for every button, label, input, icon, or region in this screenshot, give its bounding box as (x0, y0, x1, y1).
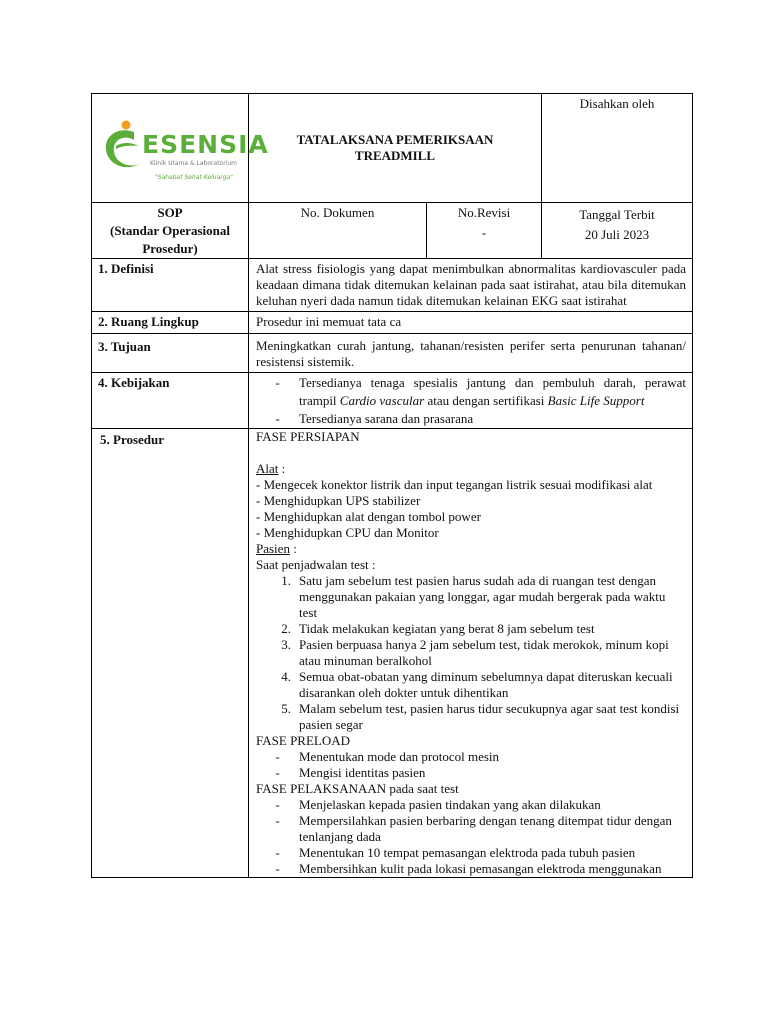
pelaksanaan-item (256, 845, 686, 861)
sop-line-2: (Standar Operasional (109, 223, 231, 238)
sop-label-cell (92, 203, 249, 259)
alat-item: - Mengecek konektor listrik dan input tegangan listrik sesuai modifikasi alat (256, 477, 653, 492)
alat-heading: Alat : (256, 461, 286, 476)
dash-marker: - (275, 845, 280, 860)
section-label-ruang-lingkup: 2. Ruang Lingkup (92, 312, 249, 334)
pelaksanaan-item (256, 813, 686, 845)
doc-number-label: No. Dokumen (300, 205, 375, 220)
dash-marker: - (275, 861, 280, 876)
item-number: 2. (281, 621, 291, 636)
sop-line-1: SOP (157, 205, 183, 220)
numbered-item (256, 573, 686, 621)
section-label-tujuan: 3. Tujuan (92, 334, 249, 373)
logo-tagline: "Sahabat Sehat Keluarga" (155, 174, 233, 181)
section-label-prosedur: 5. Prosedur (92, 429, 249, 878)
pelaksanaan-item (256, 861, 686, 877)
item-text: Malam sebelum test, pasien harus tidur secukupnya agar saat test kondisi pasien segar (299, 701, 680, 732)
kebijakan-italic: Basic Life Support (547, 393, 645, 408)
issue-date-cell (542, 203, 693, 259)
item-number: 3. (281, 637, 291, 652)
revision-value: - (481, 225, 487, 240)
dash-marker: - (275, 765, 280, 780)
section-content-prosedur (249, 429, 693, 878)
sop-document (91, 93, 692, 878)
title-line-1: TATALAKSANA PEMERIKSAAN (296, 132, 494, 147)
fase-pelaksanaan-heading: FASE PELAKSANAAN pada saat test (256, 781, 459, 796)
dash-marker: - (275, 411, 280, 426)
item-text: Mempersilahkan pasien berbaring dengan tenang ditempat tidur dengan tenlanjang dada (299, 813, 672, 844)
item-text: Tidak melakukan kegiatan yang berat 8 jam sebelum test (299, 621, 595, 636)
preload-list (256, 749, 686, 781)
alat-item: - Menghidupkan alat dengan tombol power (256, 509, 481, 524)
kebijakan-italic: Cardio vascular (339, 393, 425, 408)
logo-subtitle: Klinik Utama & Laboratorium (150, 160, 238, 167)
dash-marker: - (275, 813, 280, 828)
logo-mark-icon (100, 118, 146, 174)
dash-marker: - (275, 749, 280, 764)
item-text: Menentukan 10 tempat pemasangan elektroda pada tubuh pasien (299, 845, 636, 860)
alat-item: - Menghidupkan UPS stabilizer (256, 493, 421, 508)
sop-table (91, 93, 693, 878)
item-text: Satu jam sebelum test pasien harus sudah ada di ruangan test dengan menggunakan pakaian yang longgar, agar mudah bergerak pada waktu test (299, 573, 666, 620)
pelaksanaan-item (256, 797, 686, 813)
section-content-definisi: Alat stress fisiologis yang dapat menimbulkan abnormalitas kardiovasculer pada keadaan dimana tidak ditemukan kelainan pada saat istirahat, atau bila ditemukan keluhan nyeri dada namun tidak ditemukan kelainan EKG saat istirahat (249, 259, 693, 312)
numbered-item (256, 637, 686, 669)
item-text: Membersihkan kulit pada lokasi pemasangan elektroda menggunakan (299, 861, 662, 876)
pasien-heading: Pasien : (256, 541, 297, 556)
fase-preload-heading: FASE PRELOAD (256, 733, 351, 748)
item-text: Mengisi identitas pasien (299, 765, 426, 780)
kebijakan-text: Tersedianya sarana dan prasarana (299, 411, 474, 426)
numbered-item (256, 621, 686, 637)
kebijakan-item (256, 374, 686, 410)
section-content-ruang-lingkup: Prosedur ini memuat tata ca (249, 312, 693, 334)
numbered-item (256, 701, 686, 733)
section-label-definisi: 1. Definisi (92, 259, 249, 312)
revision-cell (427, 203, 542, 259)
logo-cell (92, 94, 269, 203)
item-number: 4. (281, 669, 291, 684)
kebijakan-item (256, 410, 686, 428)
preload-item (256, 749, 686, 765)
item-text: Semua obat-obatan yang diminum sebelumnya dapat diteruskan kecuali disarankan oleh dokter untuk dihentikan (299, 669, 673, 700)
preload-item (256, 765, 686, 781)
logo-brand: ESENSIA (142, 130, 269, 159)
item-text: Pasien berpuasa hanya 2 jam sebelum test, tidak merokok, minum kopi atau minuman beralkohol (299, 637, 669, 668)
numbered-item (256, 669, 686, 701)
numbered-list (256, 573, 686, 733)
section-content-kebijakan (249, 373, 693, 429)
doc-number-cell (249, 203, 427, 259)
kebijakan-text: atau dengan sertifikasi (424, 393, 548, 408)
item-text: Menjelaskan kepada pasien tindakan yang akan dilakukan (299, 797, 601, 812)
pelaksanaan-list (256, 797, 686, 877)
revision-label: No.Revisi (457, 205, 511, 220)
dash-marker: - (275, 375, 280, 390)
alat-list (256, 477, 686, 541)
section-content-tujuan: Meningkatkan curah jantung, tahanan/resisten perifer serta penurunan tahanan/ resistensi sistemik. (249, 334, 693, 373)
kebijakan-text: Tersedianya tenaga spesialis jantung dan pembuluh darah, perawat trampil (299, 375, 687, 408)
approved-by-cell (542, 94, 693, 203)
saat-penjadwalan: Saat penjadwalan test : (256, 557, 376, 572)
dash-marker: - (275, 797, 280, 812)
section-label-kebijakan: 4. Kebijakan (92, 373, 249, 429)
issue-date-label: Tanggal Terbit (579, 207, 655, 222)
fase-persiapan-heading: FASE PERSIAPAN (256, 429, 360, 444)
item-number: 1. (281, 573, 291, 588)
item-text: Menentukan mode dan protocol mesin (299, 749, 500, 764)
item-number: 5. (281, 701, 291, 716)
issue-date-value: 20 Juli 2023 (584, 227, 650, 242)
alat-item: - Menghidupkan CPU dan Monitor (256, 525, 439, 540)
document-title (249, 94, 542, 203)
clinic-logo (100, 116, 269, 186)
sop-line-3: Prosedur) (142, 241, 198, 256)
approved-by-label: Disahkan oleh (579, 96, 655, 111)
title-line-2: TREADMILL (354, 148, 436, 163)
